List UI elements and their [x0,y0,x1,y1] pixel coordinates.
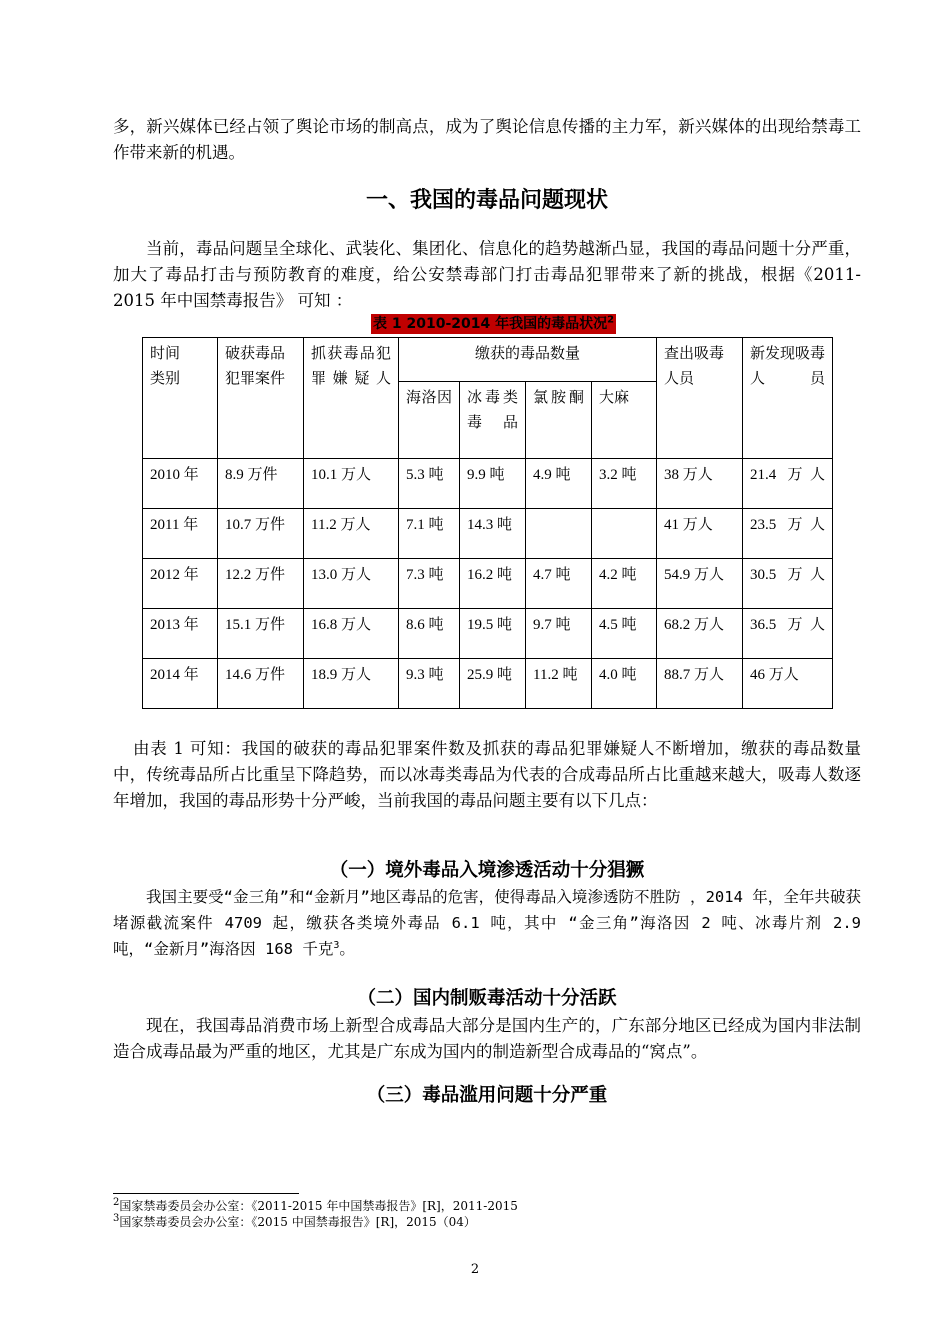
footnote-2 [113,1199,518,1214]
table-caption-text: 表 1 2010-2014 年我国的毒品状况 [373,316,608,332]
header-suspects: 抓获毒品犯罪嫌疑人 [304,338,399,459]
cell-cannabis: 4.5 吨 [592,609,657,659]
cell-ketamine: 11.2 吨 [526,659,592,709]
table-row [143,609,833,659]
header-cases: 破获毒品犯罪案件 [218,338,304,459]
cell-suspects: 11.2 万人 [304,509,399,559]
table-caption [371,314,616,334]
cell-heroin: 5.3 吨 [399,459,460,509]
footnote-mark-3: 3 [333,939,340,951]
footnote-text: 国家禁毒委员会办公室：《2015 中国禁毒报告》[R]，2015（04） [119,1215,476,1229]
analysis-paragraph: 由表 1 可知：我国的破获的毒品犯罪案件数及抓获的毒品犯罪嫌疑人不断增加，缴获的毒品数量中，传统毒品所占比重呈下降趋势，而以冰毒类毒品为代表的合成毒品所占比重越来越大，吸毒人数逐年增加，我国的毒品形势十分严峻，当前我国的毒品问题主要有以下几点： [113,739,861,810]
cell-new-users: 21.4 万人 [743,459,833,509]
cell-suspects: 18.9 万人 [304,659,399,709]
cell-ketamine: 4.9 吨 [526,459,592,509]
cell-meth: 14.3 吨 [460,509,526,559]
header-heroin: 海洛因 [399,382,460,459]
footnote-3 [113,1215,476,1230]
cell-users: 54.9 万人 [657,559,743,609]
subsection-heading-1: （一）境外毒品入境渗透活动十分猖獗 [329,860,645,881]
table-row [143,459,833,509]
cell-new-users: 36.5 万人 [743,609,833,659]
subsection-paragraph-1 [113,884,861,962]
drug-status-table [142,337,833,709]
cell-users: 38 万人 [657,459,743,509]
cell-meth: 16.2 吨 [460,559,526,609]
cell-heroin: 7.3 吨 [399,559,460,609]
cell-heroin: 9.3 吨 [399,659,460,709]
table-row [143,559,833,609]
footnote-separator [113,1193,299,1194]
cell-cannabis [592,509,657,559]
cell-cannabis: 4.2 吨 [592,559,657,609]
header-meth: 冰毒类毒品 [460,382,526,459]
cell-suspects: 13.0 万人 [304,559,399,609]
header-seized: 缴获的毒品数量 [399,338,657,382]
cell-users: 88.7 万人 [657,659,743,709]
cell-ketamine [526,509,592,559]
cell-cases: 14.6 万件 [218,659,304,709]
cell-users: 68.2 万人 [657,609,743,659]
cell-cannabis: 3.2 吨 [592,459,657,509]
cell-cannabis: 4.0 吨 [592,659,657,709]
subsection-paragraph-1-text: 我国主要受“金三角”和“金新月”地区毒品的危害，使得毒品入境渗透防不胜防 ，2014 年，全年共破获堵源截流案件 4709 起，缴获各类境外毒品 6.1 吨，其中 “金三角”海洛因 2 吨、冰毒片剂 2.9 吨，“金新月”海洛因 168 千克 [113,888,861,958]
subsection-paragraph-1-end: 。 [339,940,355,958]
section-heading: 一、我国的毒品问题现状 [365,188,608,213]
footnote-text: 国家禁毒委员会办公室：《2011-2015 年中国禁毒报告》[R]，2011-2015 [119,1199,518,1213]
header-cannabis: 大麻 [592,382,657,459]
cell-meth: 9.9 吨 [460,459,526,509]
header-ketamine: 氯胺酮 [526,382,592,459]
cell-cases: 8.9 万件 [218,459,304,509]
header-time-category: 时间 类别 [143,338,218,459]
table-row [143,659,833,709]
cell-meth: 19.5 吨 [460,609,526,659]
cell-new-users: 23.5 万人 [743,509,833,559]
header-new-users: 新发现吸毒人员 [743,338,833,459]
cell-cases: 12.2 万件 [218,559,304,609]
cell-ketamine: 9.7 吨 [526,609,592,659]
cell-meth: 25.9 吨 [460,659,526,709]
page-number: 2 [470,1262,480,1277]
subsection-heading-2: （二）国内制贩毒活动十分活跃 [357,988,617,1009]
cell-users: 41 万人 [657,509,743,559]
cell-heroin: 7.1 吨 [399,509,460,559]
intro-paragraph: 多，新兴媒体已经占领了舆论市场的制高点，成为了舆论信息传播的主力军，新兴媒体的出现给禁毒工作带来新的机遇。 [113,117,861,162]
subsection-heading-3: （三）毒品滥用问题十分严重 [366,1085,608,1106]
cell-cases: 15.1 万件 [218,609,304,659]
table-caption-footnote-mark: 2 [607,314,615,326]
cell-year: 2012 年 [143,559,218,609]
cell-year: 2013 年 [143,609,218,659]
cell-year: 2010 年 [143,459,218,509]
cell-cases: 10.7 万件 [218,509,304,559]
cell-suspects: 16.8 万人 [304,609,399,659]
table-row [143,509,833,559]
cell-year: 2011 年 [143,509,218,559]
footnote-mark: 2 [113,1197,120,1208]
cell-year: 2014 年 [143,659,218,709]
footnote-mark: 3 [113,1213,120,1224]
cell-ketamine: 4.7 吨 [526,559,592,609]
cell-new-users: 46 万人 [743,659,833,709]
cell-new-users: 30.5 万人 [743,559,833,609]
header-users: 查出吸毒人员 [657,338,743,459]
cell-heroin: 8.6 吨 [399,609,460,659]
section-paragraph: 当前，毒品问题呈全球化、武装化、集团化、信息化的趋势越渐凸显，我国的毒品问题十分严重，加大了毒品打击与预防教育的难度，给公安禁毒部门打击毒品犯罪带来了新的挑战，根据《2011-2015 年中国禁毒报告》 可知 ： [113,239,861,310]
cell-suspects: 10.1 万人 [304,459,399,509]
subsection-paragraph-2: 现在，我国毒品消费市场上新型合成毒品大部分是国内生产的，广东部分地区已经成为国内非法制造合成毒品最为严重的地区，尤其是广东成为国内的制造新型合成毒品的“窝点”。 [113,1016,861,1061]
